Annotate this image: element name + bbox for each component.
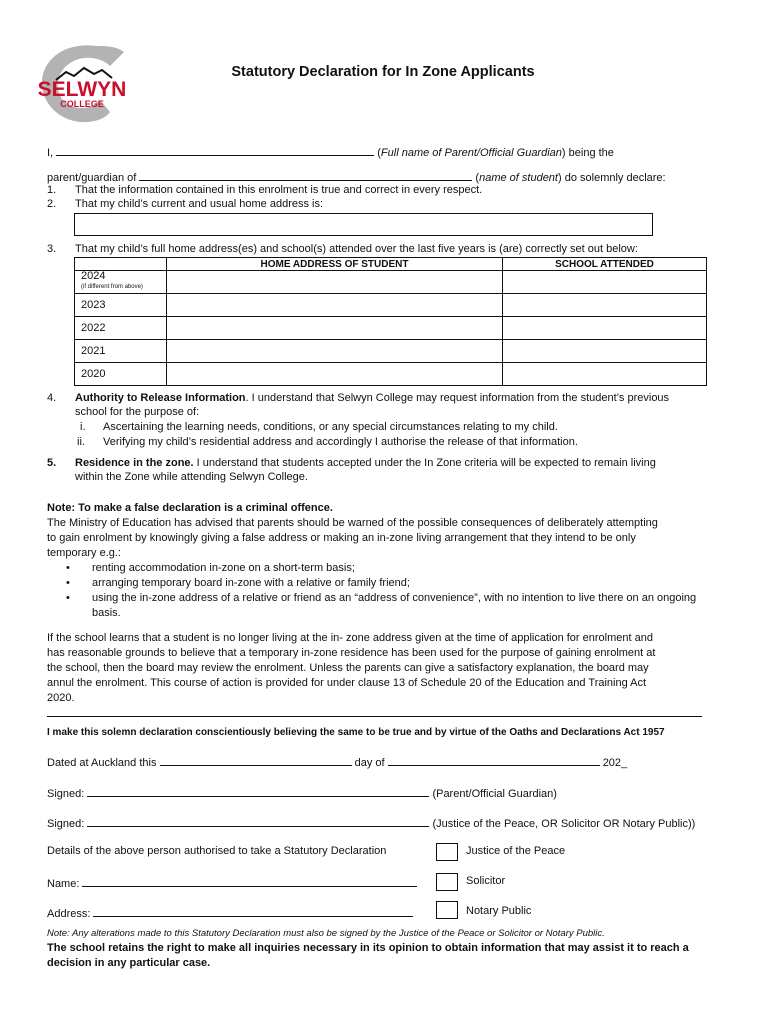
address-cell[interactable]	[167, 271, 503, 294]
item-5-heading: Residence in the zone.	[75, 457, 194, 469]
address-cell[interactable]	[167, 363, 503, 386]
address-cell[interactable]	[167, 294, 503, 317]
item-1-text: That the information contained in this enrolment is true and correct in every respect.	[75, 184, 483, 196]
dated-day-field[interactable]	[160, 754, 352, 766]
signed-guardian-line	[47, 785, 557, 800]
note-line: The Ministry of Education has advised that parents should be warned of the possible consequences of deliberately attempting	[47, 517, 658, 529]
intro-i: I,	[47, 147, 54, 159]
year-note: (if different from above)	[81, 284, 143, 290]
review-line: If the school learns that a student is no longer living at the in- zone address given at the time of application for enrolment and	[47, 632, 653, 644]
alterations-note: Note: Any alterations made to this Statutory Declaration must also be signed by the Justice of the Peace or Solicitor or Notary Public.	[47, 928, 605, 939]
authorised-name-line	[47, 875, 417, 890]
guardian-name-field[interactable]	[56, 144, 374, 156]
guardian-signature-field[interactable]	[87, 785, 429, 797]
year-label: 2024	[81, 270, 106, 282]
item-4-sub-i-text: Ascertaining the learning needs, conditions, or any special circumstances relating to my child.	[103, 421, 558, 433]
dated-line	[47, 754, 627, 769]
declare-text: do solemnly declare:	[564, 172, 666, 184]
table-year-cell	[75, 271, 167, 294]
authorised-name-field[interactable]	[82, 875, 417, 887]
item-1-number: 1.	[47, 184, 57, 196]
solicitor-label: Solicitor	[466, 875, 506, 887]
item-5-number: 5.	[47, 457, 57, 469]
item-4-sub-i-number: i.	[80, 421, 86, 433]
item-4-sub-ii-number: ii.	[77, 436, 85, 448]
address-cell[interactable]	[167, 317, 503, 340]
inquiries-paragraph	[47, 941, 713, 971]
divider	[47, 716, 702, 717]
current-address-field[interactable]	[74, 213, 653, 236]
year-label: 2021	[75, 340, 167, 363]
item-2-number: 2.	[47, 198, 57, 210]
item-4-heading: Authority to Release Information	[75, 392, 246, 404]
school-cell[interactable]	[503, 363, 707, 386]
bullet-icon: •	[66, 562, 70, 574]
solicitor-checkbox[interactable]	[436, 873, 458, 891]
bullet-text: renting accommodation in-zone on a short-term basis;	[92, 562, 355, 574]
table-row	[75, 317, 707, 340]
school-cell[interactable]	[503, 294, 707, 317]
logo-subtitle: COLLEGE	[60, 99, 104, 109]
bullet-icon: •	[66, 592, 70, 604]
notary-public-label: Notary Public	[466, 905, 532, 917]
table-header-address: HOME ADDRESS OF STUDENT	[167, 258, 503, 271]
signed-label: Signed:	[47, 818, 85, 830]
table-header-year	[75, 258, 167, 271]
signed-guardian-role: (Parent/Official Guardian)	[432, 788, 557, 800]
note-paragraph	[47, 516, 713, 561]
table-row	[75, 294, 707, 317]
jp-signature-field[interactable]	[87, 815, 429, 827]
being-the-text: being the	[568, 147, 614, 159]
signed-jp-line	[47, 815, 695, 830]
note-heading: Note: To make a false declaration is a criminal offence.	[47, 502, 333, 514]
bullet-text: arranging temporary board in-zone with a relative or family friend;	[92, 577, 410, 589]
school-cell[interactable]	[503, 271, 707, 294]
item-4-text-2: school for the purpose of:	[75, 406, 200, 418]
school-cell[interactable]	[503, 340, 707, 363]
guardian-name-hint: Full name of Parent/Official Guardian	[380, 147, 562, 159]
review-line: annul the enrolment. This course of action is provided for under clause 13 of Schedule 20 of the Education and Training Act	[47, 677, 647, 689]
table-row	[75, 271, 707, 294]
authorised-label: Details of the above person authorised to take a Statutory Declaration	[47, 845, 387, 857]
dated-day-of: day of	[354, 757, 385, 769]
bullet-text: using the in-zone address of a relative or friend as an “address of convenience”, with no intention to live there on an ongoing basis.	[92, 592, 697, 619]
inquiries-line: The school retains the right to make all inquiries necessary in its opinion to obtain information that may assist it to reach a	[47, 942, 689, 954]
justice-of-peace-checkbox[interactable]	[436, 843, 458, 861]
intro-line-1: I, (Full name of Parent/Official Guardian) being the	[47, 144, 614, 159]
list-item	[66, 576, 716, 591]
review-line: has reasonable grounds to believe that a temporary in-zone residence has been used for the purpose of gaining enrolment at	[47, 647, 656, 659]
item-4-text-1: . I understand that Selwyn College may request information from the student’s previous	[245, 392, 670, 404]
parent-of-text: parent/guardian of	[47, 172, 137, 184]
address-history-table	[74, 257, 707, 386]
page-title: Statutory Declaration for In Zone Applicants	[231, 64, 535, 80]
dated-year: 202_	[602, 757, 628, 769]
inquiries-line: decision in any particular case.	[47, 957, 211, 969]
notary-public-checkbox[interactable]	[436, 901, 458, 919]
item-4-line-1	[75, 392, 669, 404]
authorised-address-field[interactable]	[93, 905, 413, 917]
intro-line-2: parent/guardian of (name of student) do solemnly declare:	[47, 169, 666, 184]
dated-month-field[interactable]	[388, 754, 600, 766]
table-header-school: SCHOOL ATTENDED	[503, 258, 707, 271]
name-label: Name:	[47, 878, 80, 890]
table-row	[75, 363, 707, 386]
table-row	[75, 340, 707, 363]
note-line: to gain enrolment by knowingly giving a false address or making an in-zone living arrangement that they intend to be only	[47, 532, 636, 544]
year-label: 2023	[75, 294, 167, 317]
justice-of-peace-label: Justice of the Peace	[466, 845, 566, 857]
review-line: the school, then the board may review the enrolment. Unless the parents can give a satisfactory explanation, the board may	[47, 662, 649, 674]
item-2-text: That my child’s current and usual home address is:	[75, 198, 324, 210]
bullet-icon: •	[66, 577, 70, 589]
review-paragraph	[47, 631, 713, 706]
item-3-text: That my child’s full home address(es) and school(s) attended over the last five years is (are) correctly set out below:	[75, 243, 638, 255]
item-3-number: 3.	[47, 243, 57, 255]
dated-prefix: Dated at Auckland this	[47, 757, 157, 769]
address-cell[interactable]	[167, 340, 503, 363]
student-name-hint: name of student	[479, 172, 558, 184]
item-5-text-2: within the Zone while attending Selwyn College.	[75, 471, 308, 483]
note-line: temporary e.g.:	[47, 547, 121, 559]
year-label: 2020	[75, 363, 167, 386]
selwyn-college-logo	[36, 40, 130, 126]
signed-jp-role: (Justice of the Peace, OR Solicitor OR Notary Public))	[432, 818, 696, 830]
authorised-address-line	[47, 905, 413, 920]
list-item	[66, 591, 716, 621]
solemn-declaration: I make this solemn declaration conscientiously believing the same to be true and by virtue of the Oaths and Declarations Act 1957	[47, 727, 665, 738]
year-label: 2022	[75, 317, 167, 340]
address-label: Address:	[47, 908, 91, 920]
item-5-text-1: I understand that students accepted under the In Zone criteria will be expected to remain living	[193, 457, 656, 469]
item-4-number: 4.	[47, 392, 57, 404]
item-5-line-1	[75, 457, 656, 469]
review-line: 2020.	[47, 692, 75, 704]
student-name-field[interactable]	[139, 169, 472, 181]
item-4-sub-ii-text: Verifying my child’s residential address and accordingly I authorise the release of that information.	[103, 436, 578, 448]
signed-label: Signed:	[47, 788, 85, 800]
note-bullet-list	[66, 561, 716, 621]
school-cell[interactable]	[503, 317, 707, 340]
logo-wordmark: SELWYN	[37, 78, 127, 101]
list-item	[66, 561, 716, 576]
table-header-row	[75, 258, 707, 271]
